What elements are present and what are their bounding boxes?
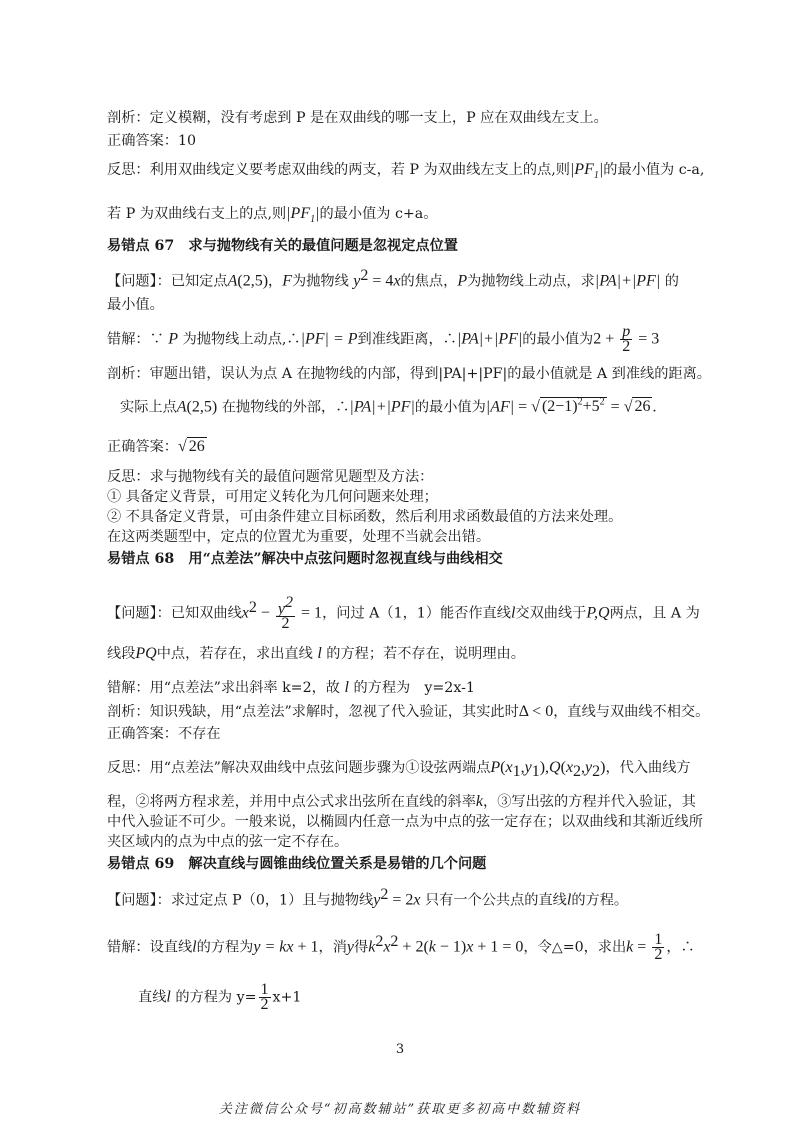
error68-reflect: 反思：用“点差法”解决双曲线中点弦问题步骤为①设弦两端点$P(x_1,y_1),Q(x_2,y_2)$，代入曲线方 (107, 759, 691, 780)
error67-answer: 正确答案：√ 26 (107, 438, 205, 455)
error67-heading: 易错点 67 求与抛物线有关的最值问题是忽视定点位置 (107, 238, 458, 254)
reflect-line-2: 若 P 为双曲线右支上的点,则$|PF_1|$的最小值为 c+a。 (107, 205, 438, 226)
error67-question: 【问题】：已知定点A(2,5)，F为抛物线 $y^2 = 4x$的焦点，P为抛物线上动点，求|PA|+|PF| 的 (107, 267, 679, 290)
error68-analysis: 剖析：知识残缺，用“点差法”求解时，忽视了代入验证，其实此时Δ < 0，直线与双曲线不相交。 (107, 703, 710, 720)
footer-text: 关注微信公众号“初高数辅站”获取更多初高中数辅资料 (218, 1102, 582, 1117)
error67-item1: ① 具备定义背景，可用定义转化为几何问题来处理； (107, 489, 438, 505)
error69-question: 【问题】：求过定点 P（0，1）且与抛物线$y^2 = 2x$ 只有一个公共点的直线l的方程。 (107, 886, 629, 909)
error68-reflect-4: 夹区域内的点为中点的弦一定不存在。 (107, 834, 349, 850)
error67-reflect: 反思：求与抛物线有关的最值问题常见题型及方法： (107, 469, 434, 485)
error68-reflect-2: 程，②将两方程求差，并用中点公式求出弦所在直线的斜率k，③写出弦的方程并代入验证，其 (107, 793, 696, 810)
error67-wrong: 错解：∵ P 为抛物线上动点,∴|PF| = P到准线距离，∴|PA|+|PF|的最小值为2 + $\frac{p}{2}$ = 3 (107, 323, 660, 355)
error67-summary: 在这两类题型中，定点的位置尤为重要，处理不当就会出错。 (107, 529, 491, 545)
error69-heading: 易错点 69 解决直线与圆锥曲线位置关系是易错的几个问题 (107, 856, 487, 872)
error68-question: 【问题】：已知双曲线$x^2$ − $\frac{y^2}{2}$ = 1，问过 A（1，1）能否作直线l交双曲线于P,Q两点，且 A 为 (107, 594, 700, 633)
error68-question-2: 线段PQ中点，若存在，求出直线 l 的方程；若不存在，说明理由。 (107, 645, 525, 662)
error67-actual: 实际上点A(2,5) 在抛物线的外部，∴|PA|+|PF|的最小值为|AF| = √ $(2-1)^2+5^2$ = √ 26 . (120, 397, 657, 416)
error68-reflect-3: 中代入验证不可少。一般来说，以椭圆内任意一点为中点的弦一定存在；以双曲线和其渐近线所 (107, 814, 703, 830)
error69-line: 直线l 的方程为 y= $\frac{1}{2}$ x+1 (138, 981, 302, 1013)
reflect-line: 反思：利用双曲线定义要考虑双曲线的两支，若 P 为双曲线左支上的点,则$|PF_1|$的最小值为 c-a, (107, 161, 705, 182)
error67-item2: ② 不具备定义背景，可由条件建立目标函数，然后利用求函数最值的方法来处理。 (107, 509, 623, 525)
error69-wrong: 错解：设直线l的方程为y = kx + 1，消y得$k^2x^2 + 2(k - 1)x + 1 = 0$，令△=0，求出k = $\frac{1}{2}$ ，∴ (107, 931, 695, 964)
error68-answer: 正确答案：不存在 (107, 726, 221, 742)
error68-wrong: 错解：用“点差法”求出斜率 k=2，故 l 的方程为 y=2x-1 (107, 679, 475, 696)
error67-analysis: 剖析：审题出错，误认为点 A 在抛物线的内部，得到|PA|+|PF|的最小值就是 A 到准线的距离。 (107, 366, 711, 382)
analysis-line: 剖析：定义模糊，没有考虑到 P 是在双曲线的哪一支上，P 应在双曲线左支上。 (107, 110, 608, 126)
error67-question-2: 最小值。 (107, 297, 164, 313)
error68-heading: 易错点 68 用“点差法”解决中点弦问题时忽视直线与曲线相交 (107, 551, 503, 567)
answer-line: 正确答案：10 (107, 133, 196, 149)
page-number: 3 (395, 1042, 405, 1057)
